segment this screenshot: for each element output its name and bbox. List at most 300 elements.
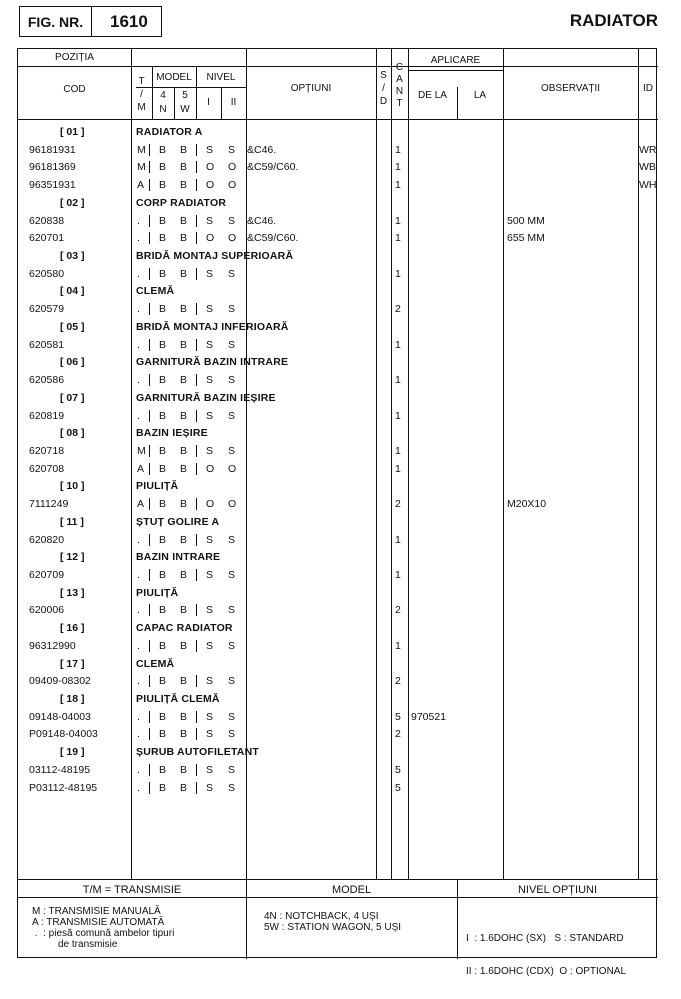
nivel-i-cell: S — [206, 728, 214, 741]
part-code: 96312990 — [29, 639, 76, 652]
part-description: BRIDĂ MONTAJ SUPERIOARĂ — [136, 250, 294, 263]
part-description: ȘURUB AUTOFILETANT — [136, 746, 259, 759]
parts-table — [17, 48, 657, 977]
part-code: 96351931 — [29, 179, 76, 192]
group-header-row — [18, 318, 658, 335]
cell-divider — [149, 144, 150, 156]
nivel-i-cell: S — [206, 409, 214, 422]
group-header-row — [18, 477, 658, 494]
nivel-i-cell: O — [206, 179, 215, 192]
group-header-row — [18, 282, 658, 299]
quantity-cell: 1 — [395, 232, 401, 245]
part-code: 620579 — [29, 303, 65, 316]
model-5w-cell: B — [180, 267, 188, 280]
model-5w-cell: B — [180, 444, 188, 457]
part-code: 620580 — [29, 267, 65, 280]
figure-number: 1610 — [110, 11, 148, 31]
group-header-row — [18, 619, 658, 636]
position-number: [ 16 ] — [60, 622, 85, 635]
nivel-i-cell: S — [206, 338, 214, 351]
cell-divider — [196, 179, 197, 191]
legend-nivel-line: I : 1.6DOHC (SX) S : STANDARD — [466, 933, 624, 944]
cell-divider — [149, 445, 150, 457]
part-code: 620838 — [29, 214, 65, 227]
cell-divider — [196, 303, 197, 315]
cell-divider — [196, 569, 197, 581]
table-row — [18, 176, 658, 193]
nivel-ii-cell: S — [228, 728, 236, 741]
table-row — [18, 229, 658, 246]
cell-divider — [149, 640, 150, 652]
model-4n-cell: B — [159, 338, 167, 351]
transmission-cell: . — [137, 267, 140, 280]
cell-divider — [196, 640, 197, 652]
nivel-i-cell: O — [206, 462, 215, 475]
transmission-cell: A — [137, 462, 145, 475]
part-description: BRIDĂ MONTAJ INFERIOARĂ — [136, 320, 289, 333]
group-header-row — [18, 655, 658, 672]
nivel-ii-cell: O — [228, 179, 237, 192]
group-header-row — [18, 353, 658, 370]
position-number: [ 01 ] — [60, 126, 85, 138]
legend-model-title: MODEL — [331, 884, 372, 896]
legend-tm-line: . : piesă comună ambelor tipuri — [32, 928, 175, 939]
model-5w-cell: B — [180, 639, 188, 652]
model-4n-cell: B — [159, 781, 167, 794]
part-code: 620581 — [29, 338, 65, 351]
position-number: [ 05 ] — [60, 320, 85, 333]
group-header-row — [18, 194, 658, 211]
cell-divider — [149, 764, 150, 776]
transmission-cell: . — [137, 338, 140, 351]
part-code: 620586 — [29, 374, 65, 387]
nivel-ii-cell: O — [228, 232, 237, 245]
model-4n-cell: B — [159, 710, 167, 723]
table-row — [18, 531, 658, 548]
col-head-cant: C A N T — [395, 62, 404, 109]
legend-nivel — [466, 911, 626, 999]
position-number: [ 10 ] — [60, 480, 85, 493]
model-5w-cell: B — [180, 143, 188, 156]
cell-divider — [196, 268, 197, 280]
col-head-tm-slash: / — [140, 89, 143, 100]
table-row — [18, 601, 658, 618]
col-head-sd-slash: / — [382, 83, 385, 94]
part-code: 7111249 — [29, 498, 69, 511]
position-number: [ 18 ] — [60, 693, 85, 706]
part-description: BAZIN INTRARE — [136, 551, 221, 564]
nivel-i-cell: O — [206, 161, 215, 174]
nivel-i-cell: S — [206, 214, 214, 227]
part-description: GARNITURĂ BAZIN IEȘIRE — [136, 391, 276, 404]
group-header-row — [18, 424, 658, 441]
nivel-ii-cell: S — [228, 569, 236, 581]
model-4n-cell: B — [159, 444, 167, 457]
part-description: CORP RADIATOR — [136, 196, 227, 209]
col-head-pozitia: POZIȚIA — [55, 52, 94, 63]
col-head-nivel: NIVEL — [206, 72, 236, 83]
col-head-observatii: OBSERVAȚII — [540, 83, 601, 94]
transmission-cell: . — [137, 710, 140, 723]
transmission-cell: M — [137, 161, 146, 174]
figure-number-box — [19, 6, 162, 37]
legend-model — [264, 911, 401, 933]
quantity-cell: 1 — [395, 374, 401, 387]
nivel-ii-cell: S — [228, 303, 236, 316]
nivel-ii-cell: S — [228, 604, 236, 617]
nivel-i-cell: S — [206, 444, 214, 457]
part-description: PIULIȚĂ — [136, 480, 179, 493]
model-5w-cell: B — [180, 232, 188, 245]
cell-divider — [149, 604, 150, 616]
col-head-tm-m: M — [137, 102, 146, 113]
quantity-cell: 1 — [395, 161, 401, 174]
model-5w-cell: B — [180, 498, 188, 511]
quantity-cell: 5 — [395, 710, 401, 723]
table-row — [18, 141, 658, 158]
model-4n-cell: B — [159, 161, 167, 174]
aplicare-line — [408, 70, 503, 71]
table-row — [18, 442, 658, 459]
part-code: 96181369 — [29, 161, 76, 174]
table-row — [18, 300, 658, 317]
part-description: CAPAC RADIATOR — [136, 622, 233, 635]
position-number: [ 08 ] — [60, 427, 85, 440]
cell-divider — [196, 728, 197, 740]
model-5w-cell: B — [180, 179, 188, 192]
transmission-cell: . — [137, 675, 140, 688]
part-description: BAZIN IEȘIRE — [136, 427, 208, 440]
transmission-cell: . — [137, 303, 140, 316]
quantity-cell: 1 — [395, 409, 401, 422]
col-head-model-n: N — [159, 104, 167, 115]
quantity-cell: 1 — [395, 533, 401, 546]
part-description: PIULIȚĂ CLEMĂ — [136, 693, 220, 706]
nivel-ii-cell: S — [228, 675, 236, 688]
position-number: [ 02 ] — [60, 196, 85, 209]
col-head-sd-d: D — [379, 96, 388, 107]
model-4n-cell: B — [159, 409, 167, 422]
position-number: [ 17 ] — [60, 657, 85, 670]
cell-divider — [196, 534, 197, 546]
model-4n-cell: B — [159, 374, 167, 387]
quantity-cell: 1 — [395, 462, 401, 475]
part-description: CLEMĂ — [136, 657, 175, 670]
position-number: [ 19 ] — [60, 746, 85, 759]
col-head-aplicare: APLICARE — [430, 55, 481, 66]
table-row — [18, 371, 658, 388]
part-description: ȘTUȚ GOLIRE A — [136, 515, 220, 528]
transmission-cell: . — [137, 374, 140, 387]
option-cell: &C59/C60. — [247, 161, 299, 174]
cell-divider — [196, 339, 197, 351]
quantity-cell: 1 — [395, 214, 401, 227]
nivel-ii-cell: O — [228, 161, 237, 174]
model-4n-cell: B — [159, 498, 167, 511]
part-code: 620820 — [29, 533, 65, 546]
part-code: 09148-04003 — [29, 710, 91, 723]
cell-divider — [149, 268, 150, 280]
table-row — [18, 779, 658, 796]
cell-divider — [149, 410, 150, 422]
quantity-cell: 2 — [395, 675, 401, 688]
cell-divider — [196, 463, 197, 475]
nivel-i-cell: S — [206, 710, 214, 723]
nivel-ii-cell: S — [228, 444, 236, 457]
table-row — [18, 566, 658, 583]
nivel-i-cell: S — [206, 267, 214, 280]
cell-divider — [149, 711, 150, 723]
model-4n-cell: B — [159, 604, 167, 617]
position-number: [ 07 ] — [60, 391, 85, 404]
model-5w-cell: B — [180, 675, 188, 688]
option-cell: &C46. — [247, 143, 277, 156]
model-4n-cell: B — [159, 267, 167, 280]
cell-divider — [149, 303, 150, 315]
position-number: [ 13 ] — [60, 586, 85, 599]
quantity-cell: 1 — [395, 143, 401, 156]
col-head-nivel-ii: II — [230, 97, 237, 108]
cell-divider — [149, 498, 150, 510]
nivel-ii-cell: S — [228, 639, 236, 652]
group-header-row — [18, 247, 658, 264]
part-description: RADIATOR A — [136, 126, 203, 138]
quantity-cell: 2 — [395, 498, 401, 511]
part-code: 03112-48195 — [29, 763, 91, 776]
nivel-ii-cell: S — [228, 710, 236, 723]
part-code: 620701 — [29, 232, 65, 245]
position-number: [ 04 ] — [60, 285, 85, 298]
cell-divider — [196, 711, 197, 723]
transmission-cell: A — [137, 498, 145, 511]
model-4n-cell: B — [159, 143, 167, 156]
model-5w-cell: B — [180, 604, 188, 617]
figure-label: FIG. NR. — [20, 7, 92, 36]
cell-divider — [196, 498, 197, 510]
col-head-model-4: 4 — [160, 90, 166, 101]
table-row — [18, 708, 658, 725]
model-4n-cell: B — [159, 462, 167, 475]
cell-divider — [149, 215, 150, 227]
page-title: RADIATOR — [569, 11, 658, 30]
nivel-i-cell: S — [206, 639, 214, 652]
nivel-ii-cell: S — [228, 409, 236, 422]
legend-nivel-line: II : 1.6DOHC (CDX) O : OPTIONAL — [466, 966, 627, 977]
observation-cell: 655 MM — [507, 232, 545, 245]
group-header-row — [18, 389, 658, 406]
nivel-i-cell: S — [206, 604, 214, 617]
quantity-cell: 5 — [395, 781, 401, 794]
quantity-cell: 2 — [395, 728, 401, 741]
legend-tm-line: de transmisie — [58, 939, 118, 950]
cell-divider — [149, 569, 150, 581]
col-head-sd-s: S — [380, 70, 387, 81]
part-code: P03112-48195 — [29, 781, 98, 794]
table-row — [18, 460, 658, 477]
cell-divider — [149, 728, 150, 740]
observation-cell: 500 MM — [507, 214, 545, 227]
quantity-cell: 1 — [395, 569, 401, 581]
legend-tm-title: T/M = TRANSMISIE — [82, 884, 182, 896]
table-row — [18, 336, 658, 353]
part-description: GARNITURĂ BAZIN INTRARE — [136, 356, 289, 369]
legend-tm-line: A : TRANSMISIE AUTOMATĂ — [32, 917, 165, 928]
model-5w-cell: B — [180, 462, 188, 475]
legend-line — [18, 897, 658, 898]
nivel-i-cell: S — [206, 533, 214, 546]
model-5w-cell: B — [180, 374, 188, 387]
transmission-cell: . — [137, 728, 140, 741]
legend-model-line: 4N : NOTCHBACK, 4 UȘI — [264, 911, 379, 922]
part-description: PIULIȚĂ — [136, 586, 179, 599]
legend-model-line: 5W : STATION WAGON, 5 UȘI — [264, 922, 402, 933]
quantity-cell: 1 — [395, 179, 401, 192]
transmission-cell: M — [137, 444, 146, 457]
model-5w-cell: B — [180, 781, 188, 794]
model-5w-cell: B — [180, 569, 188, 581]
col-head-de-la: DE LA — [418, 90, 447, 101]
transmission-cell: . — [137, 409, 140, 422]
quantity-cell: 1 — [395, 267, 401, 280]
nivel-ii-cell: S — [228, 781, 236, 794]
model-4n-cell: B — [159, 303, 167, 316]
position-number: [ 03 ] — [60, 250, 85, 263]
model-4n-cell: B — [159, 179, 167, 192]
footer-line — [18, 879, 658, 880]
cell-divider — [196, 144, 197, 156]
model-4n-cell: B — [159, 639, 167, 652]
transmission-cell: . — [137, 533, 140, 546]
model-4n-cell: B — [159, 763, 167, 776]
transmission-cell: . — [137, 569, 140, 581]
from-date-cell: 970521 — [411, 710, 447, 723]
group-header-row — [18, 513, 658, 530]
option-cell: &C59/C60. — [247, 232, 299, 245]
group-header-row — [18, 123, 658, 140]
cell-divider — [196, 374, 197, 386]
cell-divider — [196, 215, 197, 227]
transmission-cell: M — [137, 143, 146, 156]
col-head-cod: COD — [63, 84, 86, 95]
quantity-cell: 2 — [395, 303, 401, 316]
cell-divider — [196, 445, 197, 457]
model-5w-cell: B — [180, 338, 188, 351]
table-row — [18, 672, 658, 689]
quantity-cell: 2 — [395, 604, 401, 617]
col-head-model: MODEL — [156, 72, 192, 83]
transmission-cell: . — [137, 763, 140, 776]
nivel-i-cell: S — [206, 303, 214, 316]
part-code: P09148-04003 — [29, 728, 98, 741]
option-cell: &C46. — [247, 214, 277, 227]
transmission-cell: . — [137, 639, 140, 652]
nivel-i-cell: S — [206, 569, 214, 581]
model-5w-cell: B — [180, 763, 188, 776]
header-line — [18, 119, 658, 120]
part-code: 96181931 — [29, 143, 76, 156]
part-description: CLEMĂ — [136, 285, 175, 298]
cell-divider — [149, 339, 150, 351]
observation-cell: M20X10 — [507, 498, 547, 511]
nivel-ii-cell: S — [228, 267, 236, 280]
id-cell: WH — [639, 179, 657, 192]
cell-divider — [196, 764, 197, 776]
nivel-ii-cell: S — [228, 143, 236, 156]
nivel-ii-cell: S — [228, 763, 236, 776]
cell-divider — [196, 232, 197, 244]
nivel-ii-cell: S — [228, 214, 236, 227]
position-number: [ 12 ] — [60, 551, 85, 564]
model-4n-cell: B — [159, 569, 167, 581]
cell-divider — [196, 675, 197, 687]
header-line — [18, 66, 658, 67]
table-row — [18, 725, 658, 742]
nivel-ii-cell: O — [228, 462, 237, 475]
col-head-model-5: 5 — [182, 90, 188, 101]
col-head-id: ID — [643, 83, 653, 94]
group-header-row — [18, 584, 658, 601]
cell-divider — [149, 374, 150, 386]
nivel-i-cell: S — [206, 374, 214, 387]
model-5w-cell: B — [180, 161, 188, 174]
cell-divider — [149, 179, 150, 191]
nivel-ii-cell: S — [228, 533, 236, 546]
model-4n-cell: B — [159, 214, 167, 227]
col-head-nivel-i: I — [207, 97, 210, 108]
id-cell: WB — [639, 161, 656, 174]
position-number: [ 06 ] — [60, 356, 85, 369]
col-head-optiuni: OPȚIUNI — [290, 83, 332, 94]
model-5w-cell: B — [180, 728, 188, 741]
nivel-ii-cell: S — [228, 374, 236, 387]
part-code: 620819 — [29, 409, 65, 422]
nivel-ii-cell: S — [228, 338, 236, 351]
transmission-cell: . — [137, 781, 140, 794]
nivel-i-cell: O — [206, 498, 215, 511]
cell-divider — [149, 232, 150, 244]
table-row — [18, 407, 658, 424]
model-5w-cell: B — [180, 214, 188, 227]
cell-divider — [196, 604, 197, 616]
model-5w-cell: B — [180, 533, 188, 546]
model-4n-cell: B — [159, 728, 167, 741]
part-code: 620708 — [29, 462, 65, 475]
part-code: 620006 — [29, 604, 65, 617]
model-4n-cell: B — [159, 533, 167, 546]
transmission-cell: . — [137, 232, 140, 245]
part-code: 620709 — [29, 569, 65, 581]
cell-divider — [149, 782, 150, 794]
part-code: 620718 — [29, 444, 65, 457]
nivel-i-cell: S — [206, 143, 214, 156]
transmission-cell: . — [137, 214, 140, 227]
col-head-la: LA — [473, 90, 487, 101]
group-header-row — [18, 743, 658, 760]
cell-divider — [149, 161, 150, 173]
quantity-cell: 1 — [395, 444, 401, 457]
legend-tm-line: M : TRANSMISIE MANUALĂ — [32, 906, 161, 917]
quantity-cell: 5 — [395, 763, 401, 776]
model-5w-cell: B — [180, 710, 188, 723]
nivel-i-cell: S — [206, 763, 214, 776]
table-row — [18, 637, 658, 654]
model-4n-cell: B — [159, 675, 167, 688]
quantity-cell: 1 — [395, 338, 401, 351]
nivel-i-cell: O — [206, 232, 215, 245]
transmission-cell: . — [137, 604, 140, 617]
quantity-cell: 1 — [395, 639, 401, 652]
model-4n-cell: B — [159, 232, 167, 245]
